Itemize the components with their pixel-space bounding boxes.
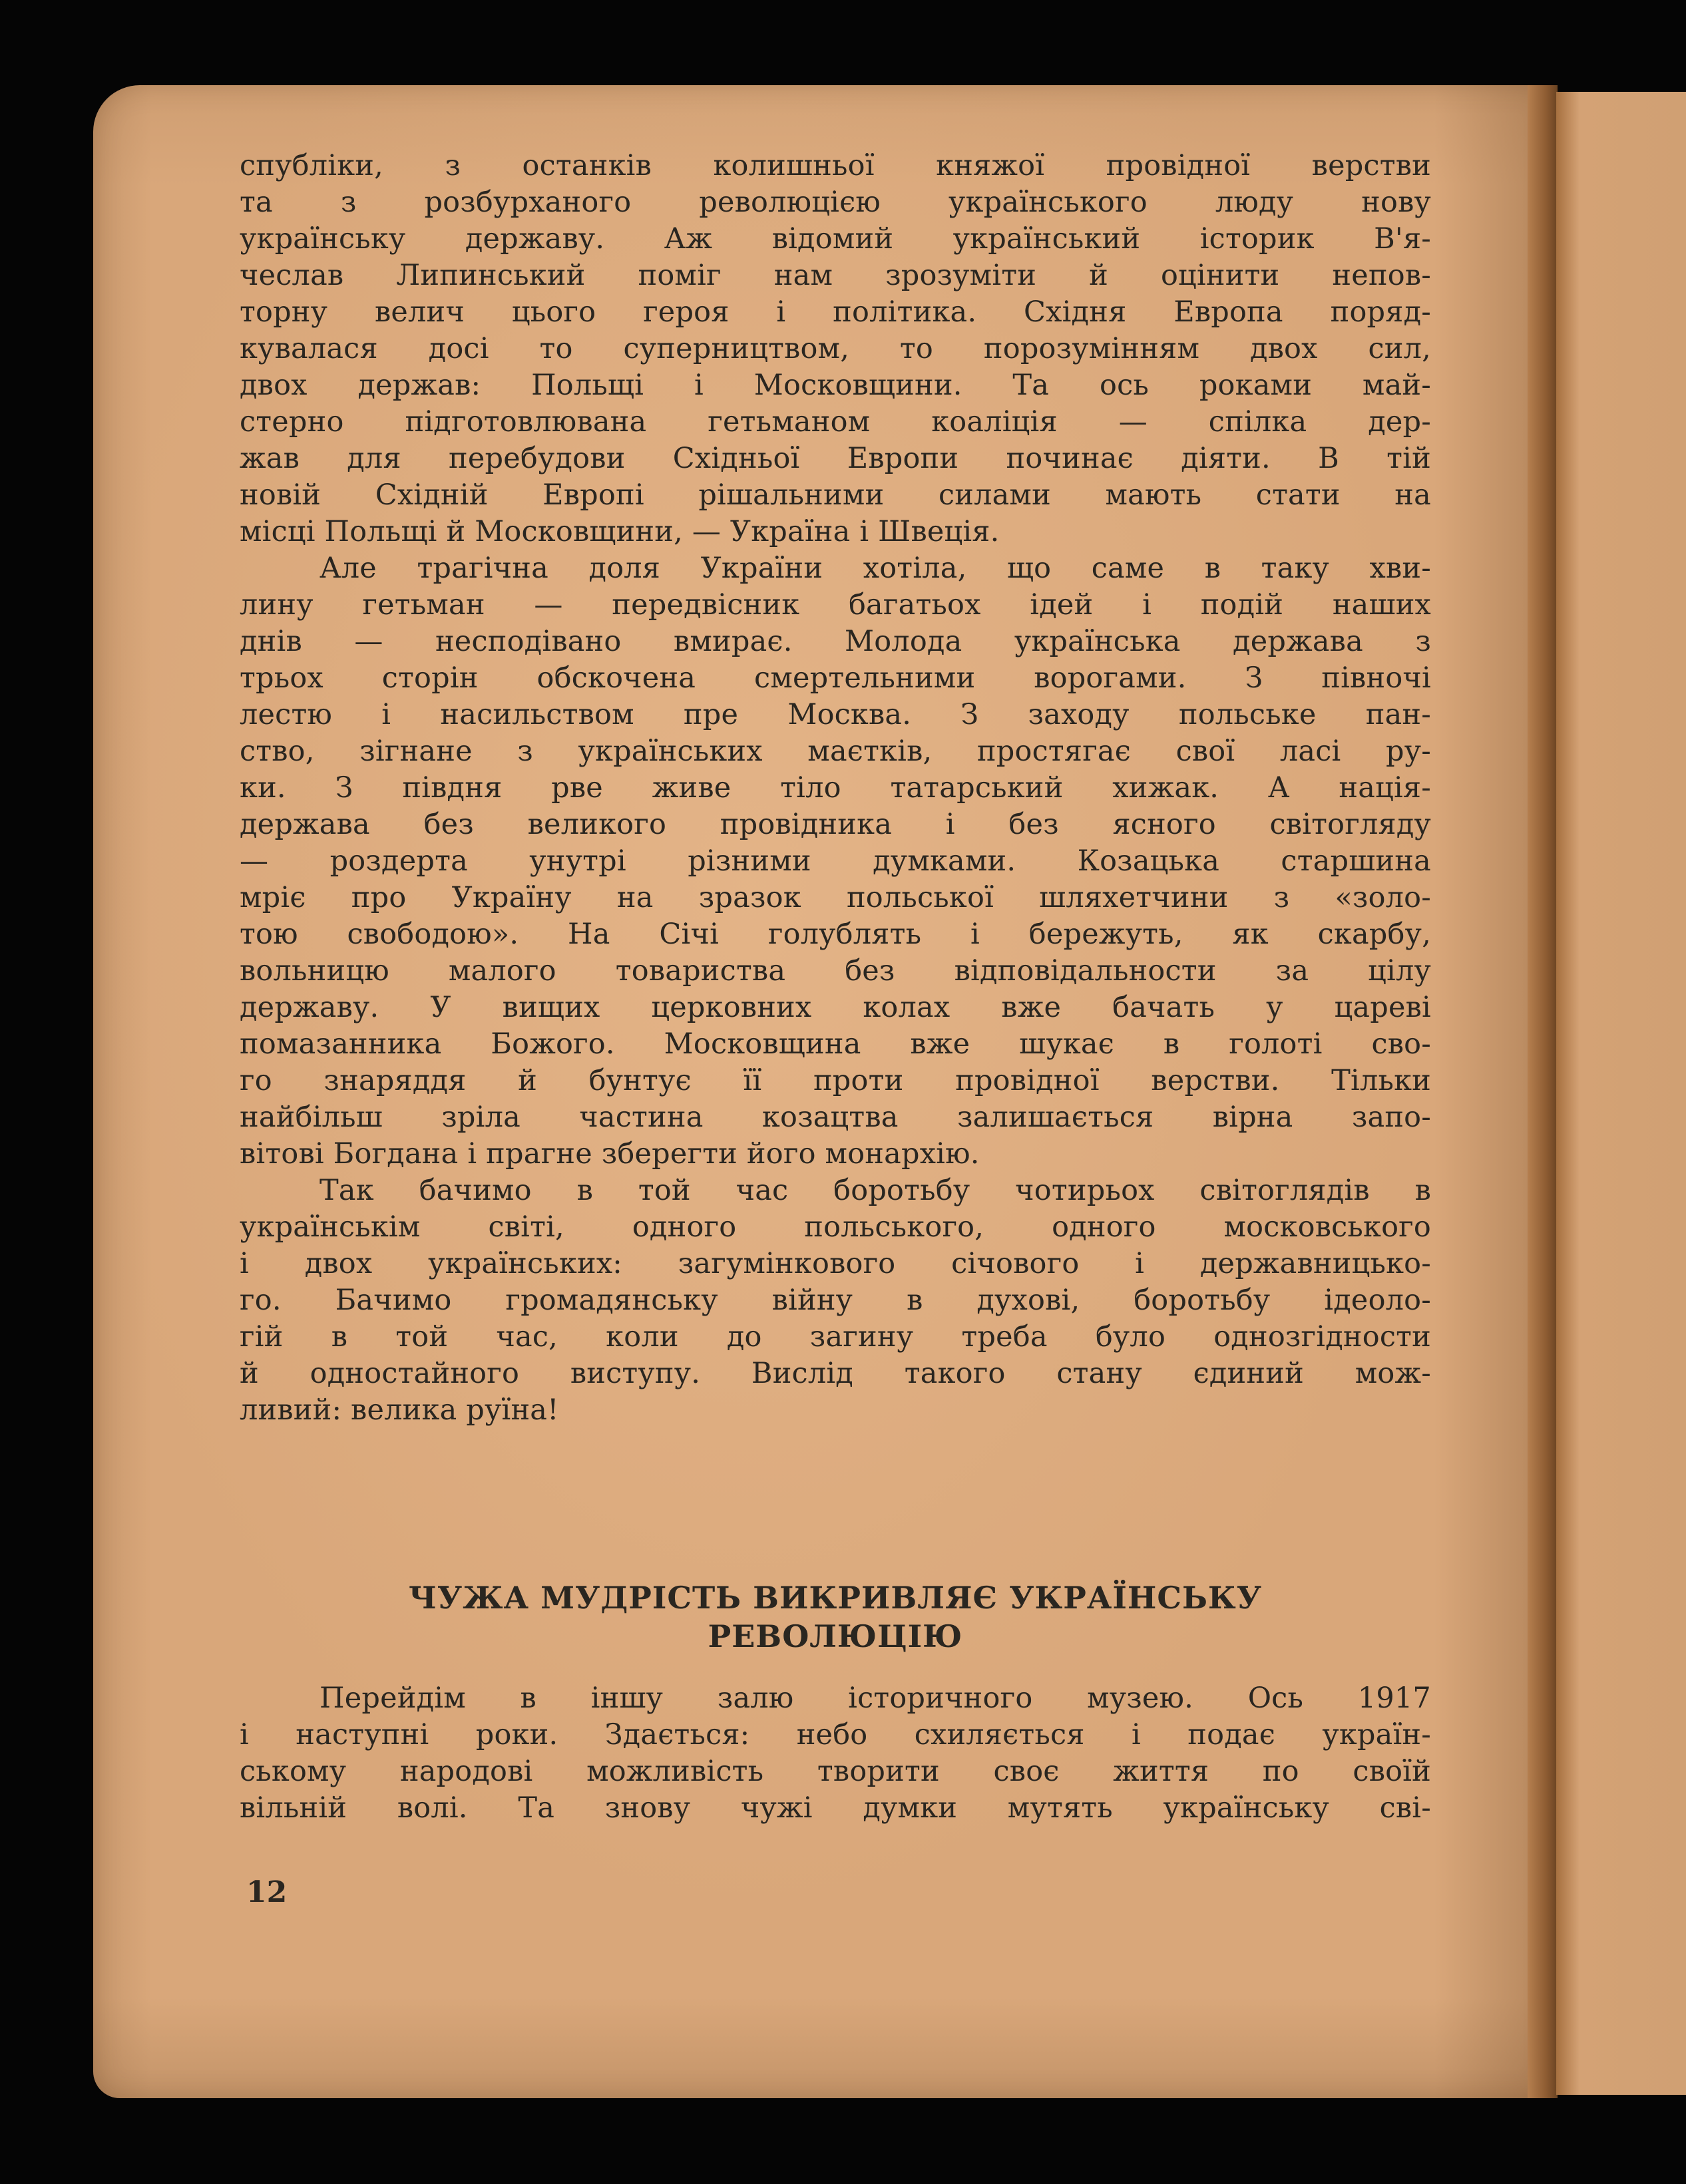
- text-line: новій Східній Европі рішальними силами мають стати на: [240, 478, 1431, 512]
- text-line: й одностайного виступу. Вислід такого стану єдиний мож-: [240, 1357, 1431, 1390]
- text-line: чеслав Липинський поміг нам зрозуміти й оцінити непов-: [240, 259, 1431, 292]
- text-line: Так бачимо в той час боротьбу чотирьох світоглядів в: [319, 1174, 1431, 1207]
- text-line: лину гетьман — передвісник багатьох ідей і подій наших: [240, 588, 1431, 622]
- main-text-column: [240, 148, 1431, 1429]
- text-line: українську державу. Аж відомий український історик В'я-: [240, 222, 1431, 256]
- section-heading-line-2: РЕВОЛЮЦІЮ: [708, 1618, 963, 1654]
- text-line: вітові Богдана і прагне зберегти його монархію.: [240, 1137, 980, 1171]
- text-line: Але трагічна доля України хотіла, що саме в таку хви-: [319, 552, 1431, 585]
- text-line: гій в той час, коли до загину треба було однозгідности: [240, 1320, 1431, 1354]
- text-line: жав для перебудови Східньої Европи починає діяти. В тій: [240, 442, 1431, 475]
- text-line: українськім світі, одного польського, одного московського: [240, 1210, 1431, 1244]
- text-line: стерно підготовлювана гетьманом коаліція — спілка дер-: [240, 405, 1431, 439]
- text-line: торну велич цього героя і політика. Східня Европа поряд-: [240, 295, 1431, 329]
- section-heading: [240, 1578, 1431, 1656]
- text-line: ливий: велика руїна!: [240, 1393, 559, 1427]
- text-line: ському народові можливість творити своє життя по своїй: [240, 1755, 1431, 1788]
- text-line: двох держав: Польщі і Московщини. Та ось роками май-: [240, 369, 1431, 402]
- text-line: мріє про Україну на зразок польської шляхетчини з «золо-: [240, 881, 1431, 914]
- text-line: лестю і насильством пре Москва. З заходу польське пан-: [240, 698, 1431, 731]
- section-text-column: [240, 1680, 1431, 1827]
- text-line: го знаряддя й бунтує її проти провідної верстви. Тільки: [240, 1064, 1431, 1097]
- text-line: державу. У вищих церковних колах вже бачать у цареві: [240, 991, 1431, 1024]
- text-line: вільній волі. Та знову чужі думки мутять українську сві-: [240, 1791, 1431, 1825]
- text-line: тою свободою». На Січі голублять і бережуть, як скарбу,: [240, 918, 1431, 951]
- text-line: Перейдім в іншу залю історичного музею. Ось 1917: [319, 1682, 1431, 1715]
- text-line: го. Бачимо громадянську війну в духові, боротьбу ідеоло-: [240, 1284, 1431, 1317]
- text-line: помазанника Божого. Московщина вже шукає в голоті сво-: [240, 1027, 1431, 1061]
- text-line: вольницю малого товариства без відповідальности за цілу: [240, 954, 1431, 988]
- text-line: ство, зігнане з українських маєтків, простягає свої ласі ру-: [240, 735, 1431, 768]
- text-line: місці Польщі й Московщини, — Україна і Швеція.: [240, 515, 1000, 548]
- text-line: кувалася досі то суперництвом, то порозумінням двох сил,: [240, 332, 1431, 365]
- text-line: та з розбурханого революцією українського люду нову: [240, 186, 1431, 219]
- text-line: ки. З півдня рве живе тіло татарський хижак. А нація-: [240, 771, 1431, 805]
- section-heading-line-1: ЧУЖА МУДРІСТЬ ВИКРИВЛЯЄ УКРАЇНСЬКУ: [408, 1580, 1263, 1616]
- text-line: спубліки, з останків колишньої княжої провідної верстви: [240, 149, 1431, 182]
- page-number: 12: [246, 1875, 288, 1909]
- text-line: і наступні роки. Здається: небо схиляється і подає україн-: [240, 1718, 1431, 1751]
- text-line: і двох українських: загумінкового січового і державницько-: [240, 1247, 1431, 1280]
- text-line: днів — несподівано вмирає. Молода українська держава з: [240, 625, 1431, 658]
- adjacent-page-edge: [1556, 92, 1686, 2095]
- text-line: найбільш зріла частина козацтва залишається вірна запо-: [240, 1101, 1431, 1134]
- page-edge-shadow: [1528, 85, 1558, 2098]
- text-line: держава без великого провідника і без ясного світогляду: [240, 808, 1431, 841]
- text-line: — роздерта унутрі різними думками. Козацька старшина: [240, 844, 1431, 878]
- text-line: трьох сторін обскочена смертельними ворогами. З півночі: [240, 661, 1431, 695]
